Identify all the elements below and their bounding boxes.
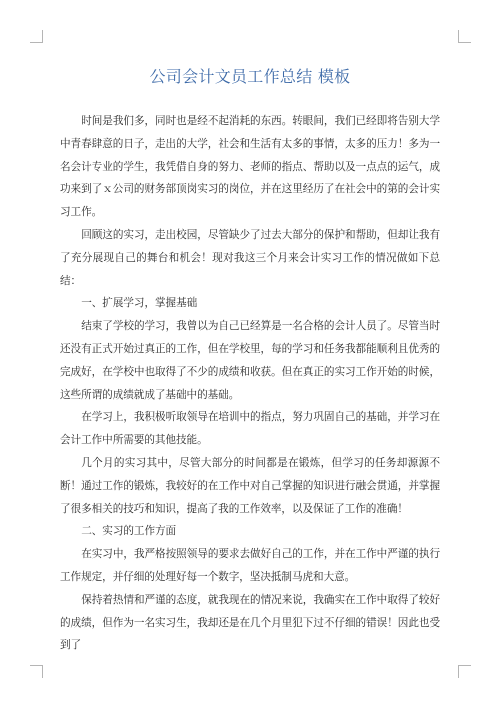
- document-title: 公司会计文员工作总结 模板: [149, 67, 351, 86]
- crop-mark-bottom-right: [458, 665, 471, 678]
- paragraph: 几个月的实习其中，尽管大部分的时间都是在锻炼，但学习的任务却源源不断！通过工作的锻炼，我较好的在工作中对自己掌握的知识进行融会贯通，并掌握了很多相关的技巧和知识，提高了我的工作效率，以及保证了工作的准确！: [60, 456, 440, 515]
- section-heading: 一、扩展学习，掌握基础: [81, 297, 198, 310]
- crop-mark-top-left: [30, 30, 43, 43]
- document-body: [60, 110, 440, 657]
- paragraph: 时间是我们多，同时也是经不起消耗的东西。转眼间，我们已经即将告别大学中青春肆意的日子，走出的大学，社会和生活有太多的事情，太多的压力！多为一名会计专业的学生，我凭借自身的努力、老师的指点、帮助以及一点点的运气，成功来到了ｘ公司的财务部顶岗实习的岗位，并在这里经历了在社会中的第的会计实习工作。: [60, 115, 440, 219]
- crop-mark-bottom-left: [30, 665, 43, 678]
- paragraph: 回顾这的实习，走出校园，尽管缺少了过去大部分的保护和帮助，但却让我有了充分展现自己的舞台和机会！现对我这三个月来会计实习工作的情况做如下总结：: [60, 228, 440, 287]
- paragraph: 在实习中，我严格按照领导的要求去做好自己的工作，并在工作中严谨的执行工作规定，并仔细的处理好每一个数字，坚决抵制马虎和大意。: [60, 548, 440, 583]
- section-heading: 二、实习的工作方面: [81, 525, 177, 538]
- paragraph: 在学习上，我积极听取领导在培训中的指点，努力巩固自己的基础，并学习在会计工作中所需要的其他技能。: [60, 411, 440, 447]
- paragraph: 结束了学校的学习，我曾以为自己已经算是一名合格的会计人员了。尽管当时还没有正式开始过真正的工作，但在学校里，每的学习和任务我都能顺利且优秀的完成好，在学校中也取得了不少的成绩和收获。但在真正的实习工作开始的时候，这些所谓的成绩就成了基础中的基础。: [60, 320, 440, 401]
- paragraph: 保持着热情和严谨的态度，就我现在的情况来说，我确实在工作中取得了较好的成绩，但作为一名实习生，我却还是在几个月里犯下过不仔细的错误！因此也受到了: [60, 593, 440, 652]
- crop-mark-top-right: [458, 30, 471, 43]
